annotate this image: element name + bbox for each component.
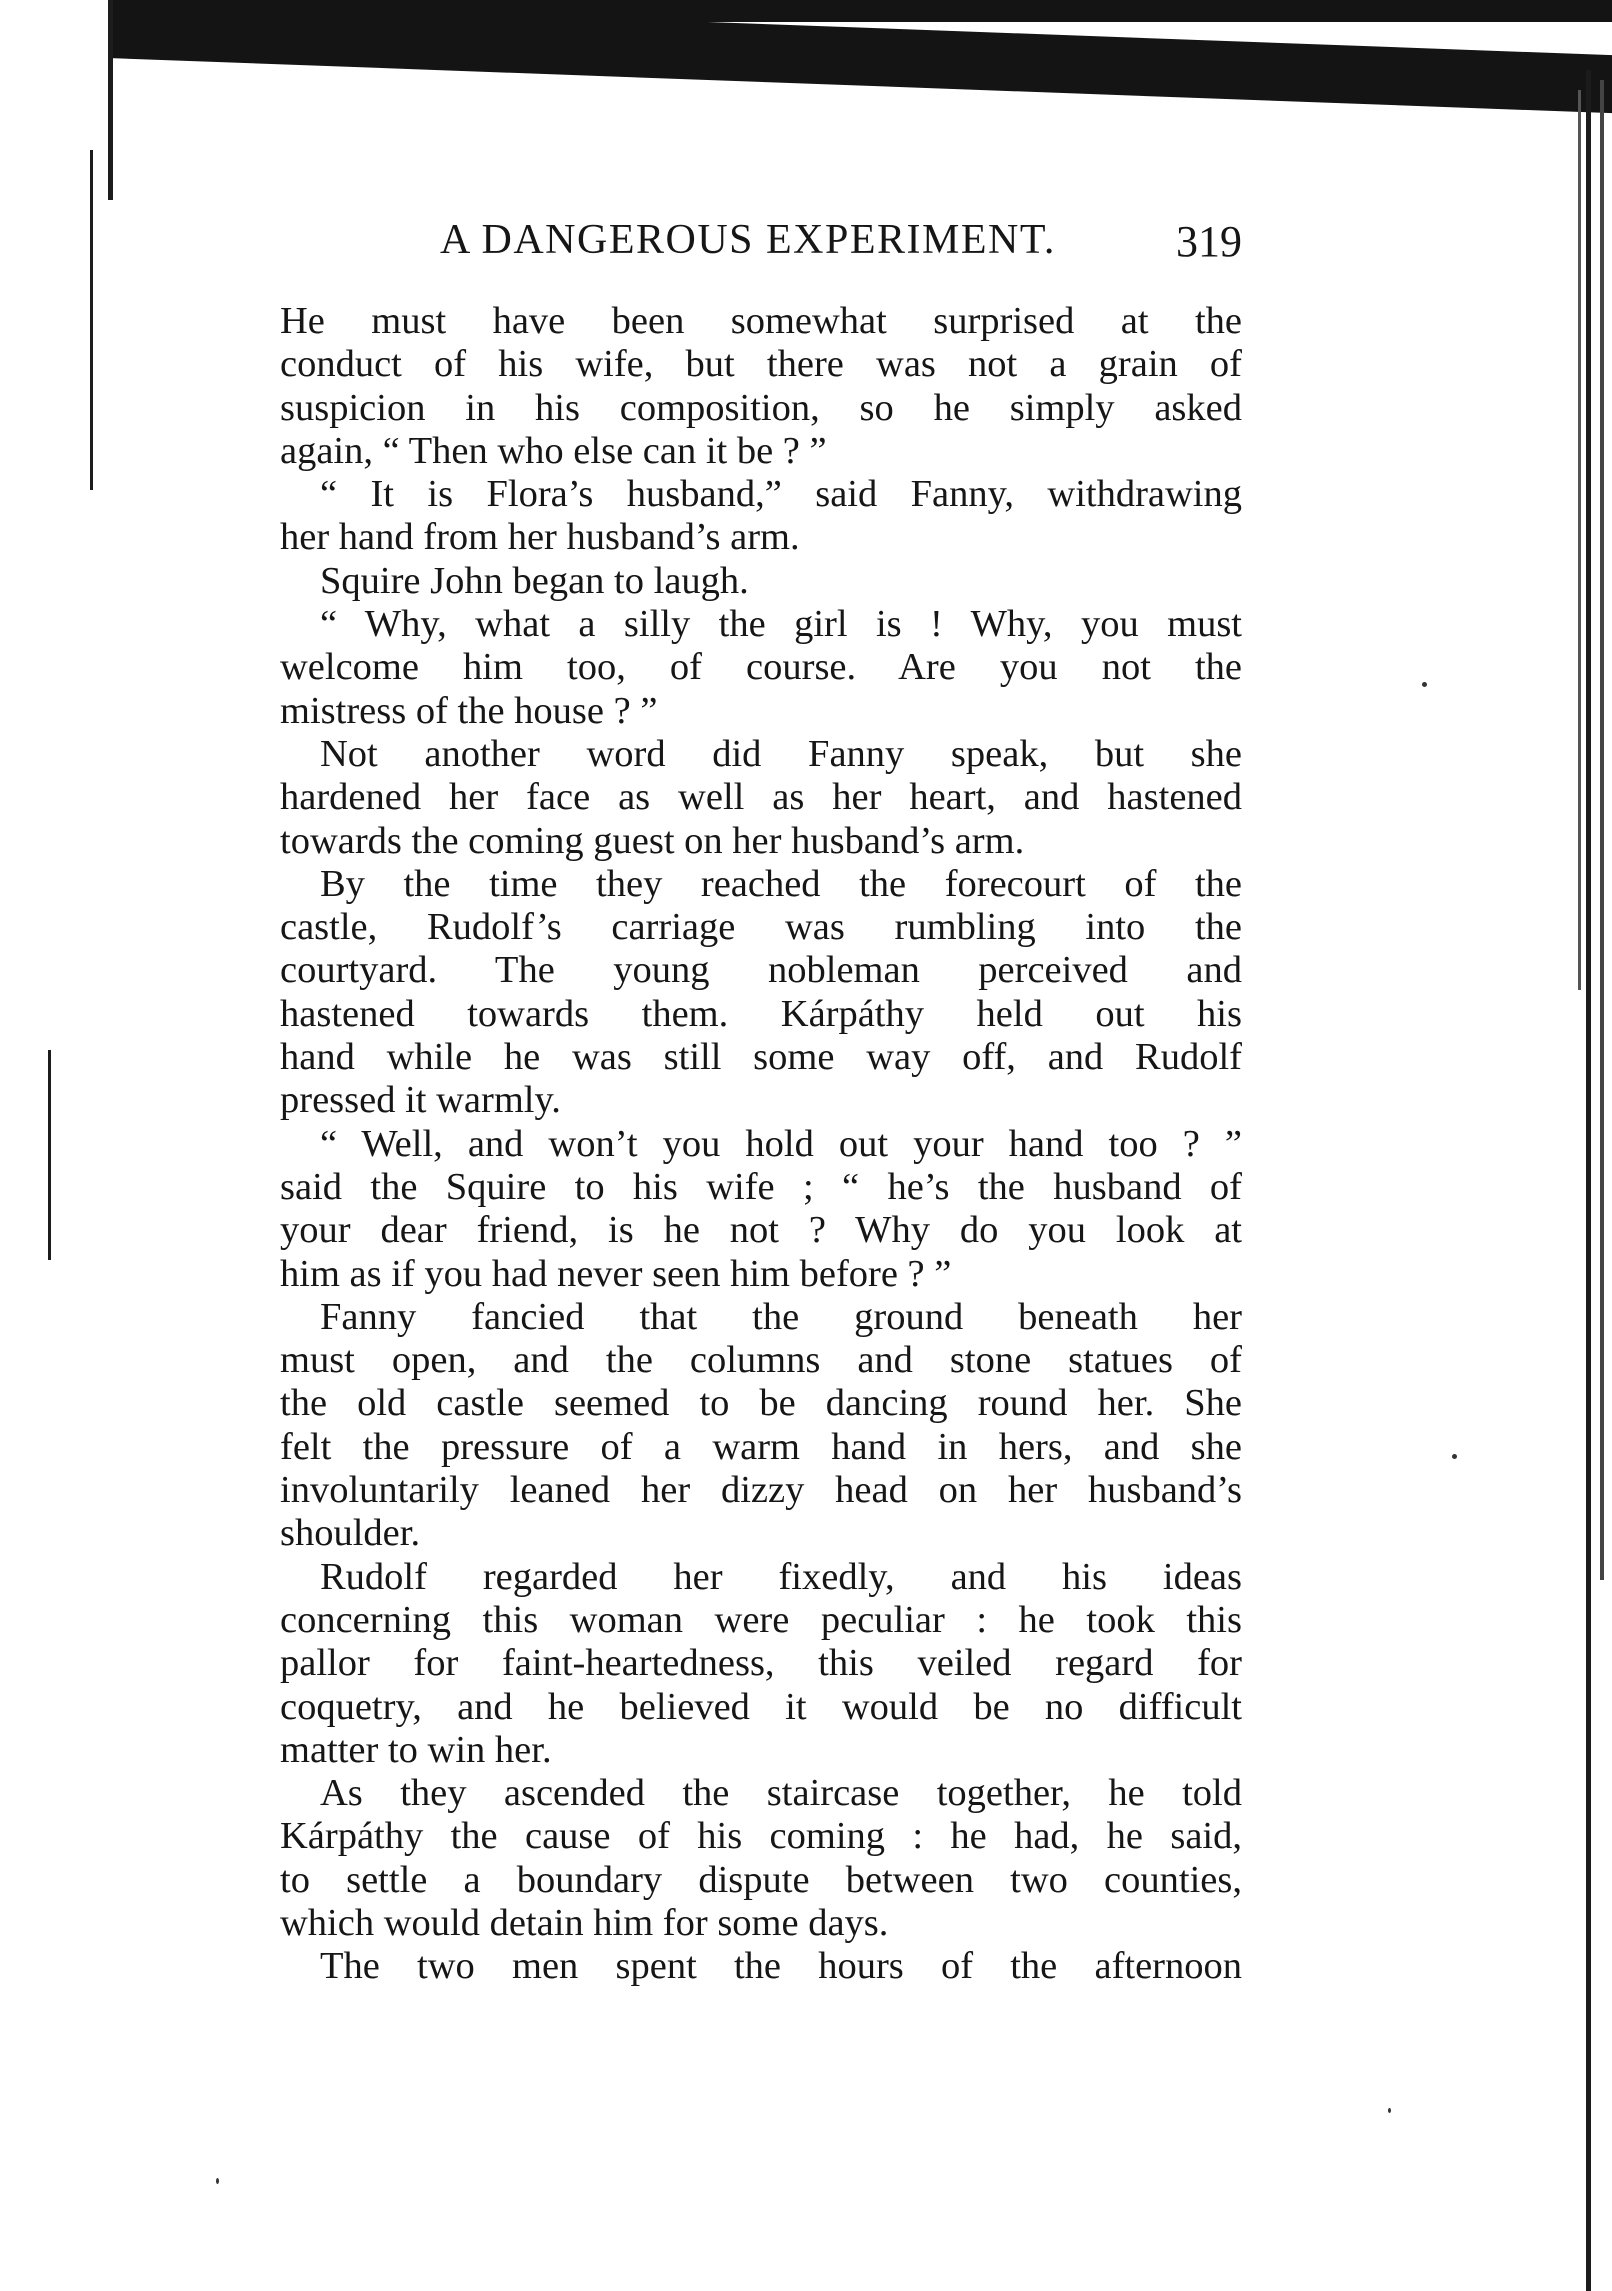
page-number: 319	[1176, 217, 1242, 266]
text-line: to settle a boundary dispute between two counties,	[280, 1858, 1242, 1901]
text-line: Rudolf regarded her fixedly, and his ideas	[320, 1555, 1242, 1598]
dust-speck	[1452, 1454, 1457, 1459]
text-line: Squire John began to laugh.	[320, 559, 749, 602]
text-line: coquetry, and he believed it would be no difficult	[280, 1685, 1242, 1728]
text-line: your dear friend, is he not ? Why do you look at	[280, 1209, 1242, 1252]
scan-left-mark	[48, 1050, 51, 1260]
scan-left-edge	[108, 0, 113, 200]
text-line: courtyard. The young nobleman perceived and	[280, 949, 1242, 992]
text-line: pallor for faint-heartedness, this veiled regard for	[280, 1642, 1242, 1685]
text-line: “ Well, and won’t you hold out your hand too ? ”	[320, 1122, 1242, 1165]
text-line: felt the pressure of a warm hand in hers, and she	[280, 1425, 1242, 1468]
body-text	[280, 300, 1242, 1989]
scan-right-edge-inner	[1578, 90, 1581, 990]
text-line: As they ascended the staircase together, he told	[320, 1772, 1242, 1815]
text-line: her hand from her husband’s arm.	[280, 516, 800, 559]
text-line: “ It is Flora’s husband,” said Fanny, withdrawing	[320, 473, 1242, 516]
running-title: A DANGEROUS EXPERIMENT.	[440, 217, 1056, 263]
text-line: The two men spent the hours of the afternoon	[320, 1945, 1242, 1988]
text-line: welcome him too, of course. Are you not the	[280, 646, 1242, 689]
text-line: “ Why, what a silly the girl is ! Why, you must	[320, 603, 1242, 646]
text-line: must open, and the columns and stone statues of	[280, 1339, 1242, 1382]
scan-right-edge-outer	[1600, 80, 1604, 1580]
text-line: Kárpáthy the cause of his coming : he had, he said,	[280, 1815, 1242, 1858]
text-line: castle, Rudolf’s carriage was rumbling into the	[280, 906, 1242, 949]
text-line: Not another word did Fanny speak, but she	[320, 732, 1242, 775]
text-line: hardened her face as well as her heart, and hastened	[280, 776, 1242, 819]
dust-speck	[1422, 682, 1427, 687]
text-line: conduct of his wife, but there was not a grain of	[280, 343, 1242, 386]
text-line: mistress of the house ? ”	[280, 689, 658, 732]
text-line: towards the coming guest on her husband’s arm.	[280, 819, 1025, 862]
text-line: Fanny fancied that the ground beneath her	[320, 1295, 1242, 1338]
text-line: concerning this woman were peculiar : he took this	[280, 1598, 1242, 1641]
dust-speck	[216, 2178, 219, 2184]
scan-left-edge-lower	[90, 150, 93, 490]
text-line: shoulder.	[280, 1512, 421, 1555]
text-line: the old castle seemed to be dancing round her. She	[280, 1382, 1242, 1425]
page-header	[280, 216, 1242, 276]
text-line: pressed it warmly.	[280, 1079, 561, 1122]
text-line: which would detain him for some days.	[280, 1901, 889, 1944]
text-line: suspicion in his composition, so he simply asked	[280, 386, 1242, 429]
dust-speck	[1388, 2108, 1391, 2113]
text-line: By the time they reached the forecourt of the	[320, 862, 1242, 905]
text-line: hand while he was still some way off, and Rudolf	[280, 1036, 1242, 1079]
text-line: involuntarily leaned her dizzy head on her husband’s	[280, 1469, 1242, 1512]
scan-right-edge	[1586, 70, 1591, 2291]
text-line: hastened towards them. Kárpáthy held out his	[280, 992, 1242, 1035]
text-line: matter to win her.	[280, 1728, 552, 1771]
text-line: He must have been somewhat surprised at the	[280, 300, 1242, 342]
text-line: again, “ Then who else can it be ? ”	[280, 429, 827, 472]
text-line: him as if you had never seen him before ? ”	[280, 1252, 952, 1295]
text-line: said the Squire to his wife ; “ he’s the husband of	[280, 1165, 1242, 1208]
